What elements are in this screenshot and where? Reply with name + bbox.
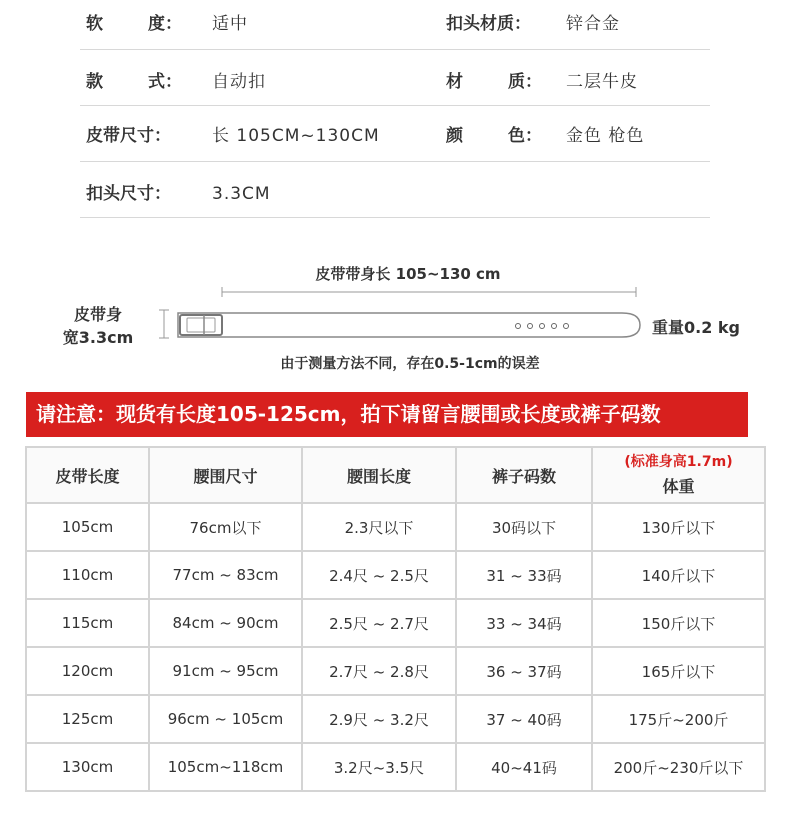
cell-waist-length: 2.4尺 ~ 2.5尺 bbox=[302, 551, 456, 599]
cell-pants-size: 30码以下 bbox=[456, 503, 592, 551]
header-pants-size: 裤子码数 bbox=[456, 447, 592, 503]
length-dimension-line bbox=[222, 287, 636, 297]
belt-width-label-1: 皮带身 bbox=[73, 305, 123, 324]
header-weight-label: 体重 bbox=[662, 476, 695, 496]
spec-row-belt-size bbox=[80, 106, 710, 162]
notice-banner bbox=[26, 392, 748, 437]
spec-row-softness bbox=[80, 0, 710, 50]
spec-label-color-1: 颜 bbox=[446, 126, 463, 146]
table-header-row bbox=[26, 447, 765, 503]
cell-pants-size: 40~41码 bbox=[456, 743, 592, 791]
belt-length-label: 皮带带身长 105~130 cm bbox=[315, 265, 501, 283]
cell-weight: 165斤以下 bbox=[592, 647, 765, 695]
cell-belt-length: 125cm bbox=[26, 695, 149, 743]
spec-label-softness-1: 软 bbox=[86, 14, 103, 34]
header-waist-length: 腰围长度 bbox=[302, 447, 456, 503]
header-weight bbox=[592, 447, 765, 503]
cell-belt-length: 130cm bbox=[26, 743, 149, 791]
cell-belt-length: 105cm bbox=[26, 503, 149, 551]
cell-weight: 140斤以下 bbox=[592, 551, 765, 599]
spec-label-buckle-size: 扣头尺寸： bbox=[86, 184, 171, 204]
cell-pants-size: 36 ~ 37码 bbox=[456, 647, 592, 695]
spec-value-material: 二层牛皮 bbox=[566, 72, 638, 92]
spec-label-material-1: 材 bbox=[446, 72, 463, 92]
spec-label-belt-size: 皮带尺寸： bbox=[86, 126, 171, 146]
cell-waist-size: 77cm ~ 83cm bbox=[149, 551, 302, 599]
header-waist-size: 腰围尺寸 bbox=[149, 447, 302, 503]
cell-weight: 200斤~230斤以下 bbox=[592, 743, 765, 791]
spec-row-style bbox=[80, 50, 710, 106]
spec-label-style-2: 式： bbox=[148, 72, 182, 92]
table-row bbox=[26, 743, 765, 791]
cell-belt-length: 115cm bbox=[26, 599, 149, 647]
cell-waist-length: 2.9尺 ~ 3.2尺 bbox=[302, 695, 456, 743]
cell-waist-length: 2.5尺 ~ 2.7尺 bbox=[302, 599, 456, 647]
cell-waist-length: 2.3尺以下 bbox=[302, 503, 456, 551]
spec-label-softness-2: 度： bbox=[148, 14, 182, 34]
table-row bbox=[26, 647, 765, 695]
cell-belt-length: 110cm bbox=[26, 551, 149, 599]
spec-value-belt-size: 长 105CM~130CM bbox=[212, 126, 380, 146]
cell-waist-size: 84cm ~ 90cm bbox=[149, 599, 302, 647]
cell-waist-size: 105cm~118cm bbox=[149, 743, 302, 791]
table-row bbox=[26, 551, 765, 599]
spec-value-style: 自动扣 bbox=[212, 72, 266, 92]
spec-label-style-1: 款 bbox=[86, 72, 103, 92]
belt-diagram bbox=[0, 250, 790, 380]
size-table bbox=[25, 446, 766, 792]
measurement-note: 由于测量方法不同，存在0.5-1cm的误差 bbox=[280, 356, 540, 372]
belt-width-label-2: 宽3.3cm bbox=[62, 328, 134, 347]
spec-value-buckle-material: 锌合金 bbox=[566, 14, 620, 34]
table-row bbox=[26, 503, 765, 551]
spec-value-color: 金色 枪色 bbox=[566, 126, 645, 146]
cell-belt-length: 120cm bbox=[26, 647, 149, 695]
table-row bbox=[26, 695, 765, 743]
spec-label-buckle-material: 扣头材质： bbox=[446, 14, 531, 34]
cell-pants-size: 31 ~ 33码 bbox=[456, 551, 592, 599]
cell-weight: 150斤以下 bbox=[592, 599, 765, 647]
cell-waist-size: 91cm ~ 95cm bbox=[149, 647, 302, 695]
cell-waist-size: 96cm ~ 105cm bbox=[149, 695, 302, 743]
spec-row-buckle-size bbox=[80, 162, 710, 218]
cell-pants-size: 33 ~ 34码 bbox=[456, 599, 592, 647]
belt-weight-label: 重量0.2 kg bbox=[652, 318, 741, 337]
spec-label-material-2: 质： bbox=[508, 72, 542, 92]
width-dimension-line bbox=[159, 310, 169, 338]
notice-banner-text: 请注意：现货有长度105-125cm，拍下请留言腰围或长度或裤子码数 bbox=[36, 402, 661, 426]
belt-illustration bbox=[178, 313, 640, 337]
table-row bbox=[26, 599, 765, 647]
cell-waist-size: 76cm以下 bbox=[149, 503, 302, 551]
cell-waist-length: 2.7尺 ~ 2.8尺 bbox=[302, 647, 456, 695]
cell-waist-length: 3.2尺~3.5尺 bbox=[302, 743, 456, 791]
spec-label-color-2: 色： bbox=[508, 126, 542, 146]
spec-value-softness: 适中 bbox=[212, 14, 248, 34]
cell-weight: 130斤以下 bbox=[592, 503, 765, 551]
header-weight-note: (标准身高1.7m) bbox=[624, 453, 733, 470]
cell-weight: 175斤~200斤 bbox=[592, 695, 765, 743]
spec-value-buckle-size: 3.3CM bbox=[212, 184, 271, 204]
cell-pants-size: 37 ~ 40码 bbox=[456, 695, 592, 743]
header-belt-length: 皮带长度 bbox=[26, 447, 149, 503]
